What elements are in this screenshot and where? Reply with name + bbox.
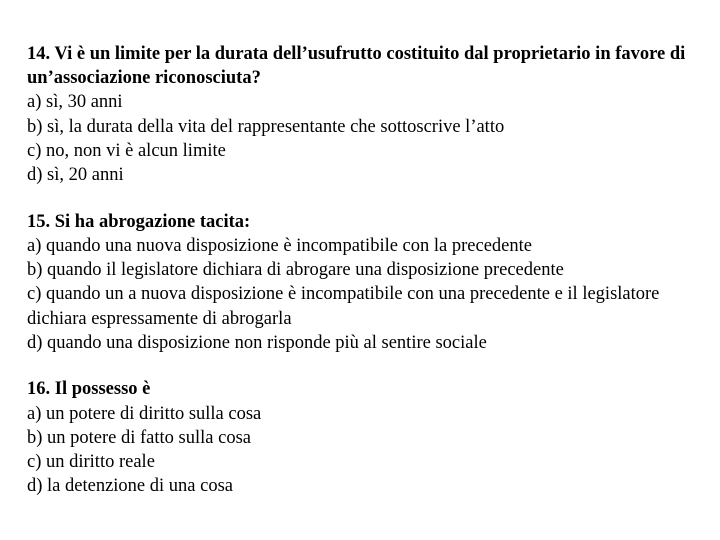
question-16: [27, 377, 687, 498]
question-14-option-d: d) sì, 20 anni: [27, 165, 124, 186]
question-15-option-b: b) quando il legislatore dichiara di abrogare una disposizione precedente: [27, 260, 564, 281]
question-14-text: 14. Vi è un limite per la durata dell’usufrutto costituito dal proprietario in favore di un’associazione riconosciuta?: [27, 44, 686, 89]
question-14-option-c: c) no, non vi è alcun limite: [27, 140, 226, 161]
question-16-option-b: b) un potere di fatto sulla cosa: [27, 427, 251, 448]
question-16-option-a: a) un potere di diritto sulla cosa: [27, 403, 262, 424]
question-14: [27, 42, 687, 187]
question-15: [27, 210, 687, 355]
question-15-option-a: a) quando una nuova disposizione è incompatibile con la precedente: [27, 235, 532, 256]
question-16-text: 16. Il possesso è: [27, 379, 151, 400]
question-15-text: 15. Si ha abrogazione tacita:: [27, 211, 251, 232]
question-14-option-a: a) sì, 30 anni: [27, 92, 123, 113]
question-16-option-c: c) un diritto reale: [27, 452, 155, 473]
quiz-content: [27, 42, 687, 521]
question-14-option-b: b) sì, la durata della vita del rappresentante che sottoscrive l’atto: [27, 116, 505, 137]
question-15-option-c: c) quando un a nuova disposizione è incompatibile con una precedente e il legislatore dichiara espressamente di abrogarla: [27, 284, 660, 329]
question-16-option-d: d) la detenzione di una cosa: [27, 476, 233, 497]
question-15-option-d: d) quando una disposizione non risponde più al sentire sociale: [27, 332, 487, 353]
